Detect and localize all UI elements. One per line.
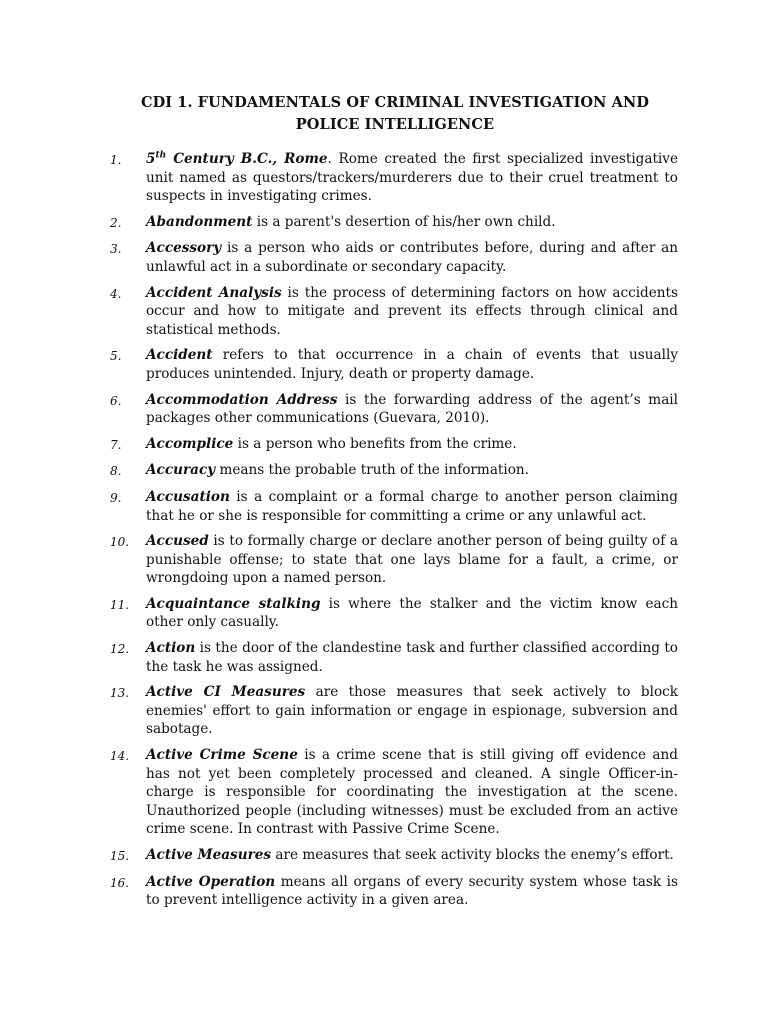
page-title: CDI 1. FUNDAMENTALS OF CRIMINAL INVESTIGATION AND POLICE INTELLIGENCE	[140, 94, 650, 133]
item-body	[146, 150, 678, 206]
item-number: 16.	[110, 875, 130, 890]
item-text: . Rome created the first specialized investigative unit named as questors/trackers/murderers due to their cruel treatment to suspects in investigating crimes.	[146, 151, 679, 205]
item-term: Active Operation	[146, 873, 276, 890]
item-number: 8.	[110, 464, 122, 479]
item-number: 4.	[110, 286, 122, 301]
item-text: is a person who benefits from the crime.	[233, 435, 517, 452]
item-number: 1.	[110, 153, 122, 167]
item-term: Accessory	[146, 240, 222, 257]
item-term: 5th Century B.C., Rome	[146, 150, 328, 167]
item-term: Accomplice	[146, 435, 234, 452]
item-number: 10.	[110, 535, 130, 550]
item-term: Accuracy	[146, 462, 216, 479]
item-text: is the process of determining factors on how accidents occur and how to mitigate and prevent its effects through clinical and statistical methods.	[146, 284, 678, 338]
item-body	[146, 391, 678, 428]
item-term: Accident Analysis	[146, 284, 282, 301]
item-text: is where the stalker and the victim know each other only casually.	[146, 595, 678, 631]
list-item	[110, 435, 678, 455]
item-body	[146, 683, 678, 739]
item-text: is a crime scene that is still giving off evidence and has not yet been completely processed and cleaned. A single Officer-in-charge is responsible for coordinating the investigation at the scene. Unauthorized people (including witnesses) must be excluded from an active crime scene. In contrast with Passive Crime Scene.	[146, 747, 678, 838]
item-term: Accused	[146, 533, 209, 550]
list-item	[110, 746, 678, 839]
item-body	[146, 239, 678, 276]
item-body	[146, 746, 678, 839]
item-body	[146, 488, 678, 525]
item-text: means the probable truth of the information.	[215, 462, 529, 479]
item-body	[146, 284, 678, 340]
item-number: 11.	[110, 597, 130, 612]
item-number: 15.	[110, 849, 130, 863]
item-text: is a parent's desertion of his/her own child.	[252, 213, 556, 230]
list-item	[110, 683, 678, 739]
item-number: 3.	[110, 242, 122, 257]
item-body	[146, 213, 678, 232]
item-text: are those measures that seek actively to block enemies' effort to gain information or engage in espionage, subversion and sabotage.	[146, 684, 678, 738]
list-item	[110, 488, 678, 525]
item-text: is a complaint or a formal charge to another person claiming that he or she is responsible for committing a crime or any unlawful act.	[146, 488, 678, 524]
item-term: Active CI Measures	[146, 684, 306, 701]
item-term: Active Measures	[146, 847, 272, 863]
item-body	[146, 846, 678, 865]
list-item	[110, 595, 678, 632]
item-text: are measures that seek activity blocks the enemy’s effort.	[271, 847, 674, 863]
list-item	[110, 846, 678, 866]
item-term: Abandonment	[146, 213, 253, 230]
item-number: 2.	[110, 215, 122, 230]
item-body	[146, 595, 678, 632]
list-item	[110, 873, 678, 910]
item-body	[146, 461, 678, 480]
list-item	[110, 213, 678, 233]
item-body	[146, 346, 678, 383]
list-item	[110, 284, 678, 340]
item-text: refers to that occurrence in a chain of events that usually produces unintended. Injury, death or property damage.	[146, 347, 678, 382]
list-item	[110, 150, 678, 206]
item-body	[146, 873, 678, 910]
item-term: Accident	[146, 347, 213, 364]
item-term: Acquaintance stalking	[146, 595, 321, 612]
item-number: 9.	[110, 490, 122, 505]
item-number: 5.	[110, 349, 122, 364]
definition-list	[110, 150, 678, 917]
list-item	[110, 239, 678, 276]
list-item	[110, 346, 678, 383]
item-number: 7.	[110, 437, 122, 452]
list-item	[110, 532, 678, 588]
item-number: 14.	[110, 749, 130, 764]
item-text: is the door of the clandestine task and further classified according to the task he was assigned.	[146, 640, 678, 675]
item-term: Accommodation Address	[146, 391, 338, 408]
item-term: Action	[146, 640, 196, 657]
item-body	[146, 639, 678, 676]
list-item	[110, 639, 678, 676]
item-term: Accusation	[146, 488, 230, 505]
item-text: is the forwarding address of the agent’s mail packages other communications (Guevara, 2010).	[146, 391, 678, 427]
item-body	[146, 532, 678, 588]
list-item	[110, 461, 678, 481]
item-text: means all organs of every security system whose task is to prevent intelligence activity in a given area.	[146, 873, 678, 909]
item-number: 12.	[110, 642, 130, 657]
item-text: is a person who aids or contributes before, during and after an unlawful act in a subordinate or secondary capacity.	[146, 240, 678, 275]
list-item	[110, 391, 678, 428]
item-text: is to formally charge or declare another person of being guilty of a punishable offense; to state that one lays blame for a fault, a crime, or wrongdoing upon a named person.	[146, 533, 678, 587]
item-body	[146, 435, 678, 454]
item-number: 6.	[110, 393, 122, 408]
item-number: 13.	[110, 686, 130, 701]
item-term: Active Crime Scene	[146, 747, 298, 764]
